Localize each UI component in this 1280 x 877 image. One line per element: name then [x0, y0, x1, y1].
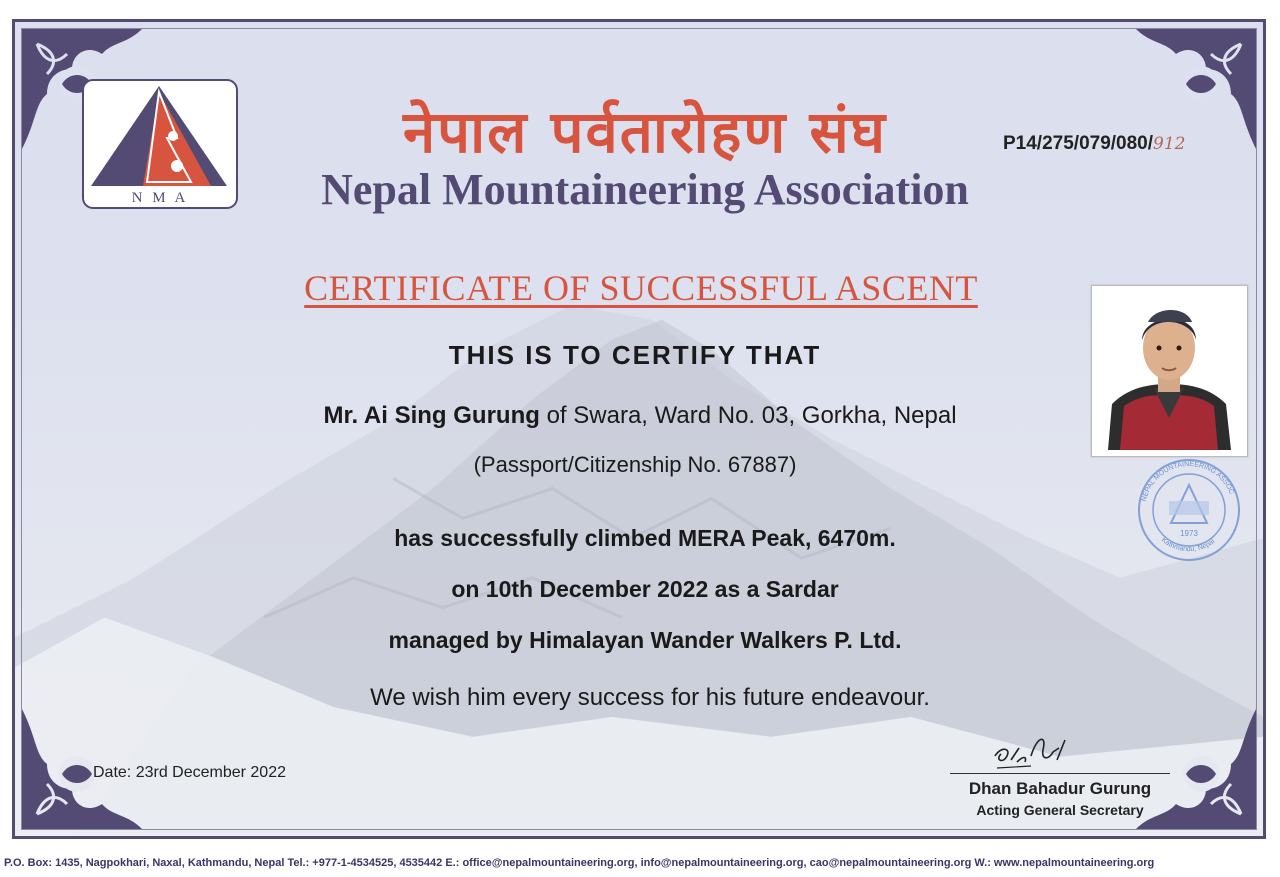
- recipient-line: [215, 402, 1065, 430]
- certify-line: THIS IS TO CERTIFY THAT: [448, 340, 822, 370]
- ascent-date-line: on 10th December 2022 as a Sardar: [451, 576, 839, 602]
- managed-by-line: managed by Himalayan Wander Walkers P. Ltd.: [388, 627, 902, 653]
- reference-prefix: P14/275/079/080/: [1003, 133, 1154, 154]
- wish-line: We wish him every success for his future endeavour.: [370, 684, 930, 711]
- climbed-line: has successfully climbed MERA Peak, 6470m.: [394, 525, 896, 551]
- stamp-year: 1973: [1180, 529, 1198, 538]
- svg-text:NEPAL MOUNTAINEERING ASSOC: [1141, 461, 1235, 502]
- official-stamp-icon: [1127, 455, 1251, 565]
- footer-contact: P.O. Box: 1435, Nagpokhari, Naxal, Kathmandu, Nepal Tel.: +977-1-4534525, 4535442 E.: office@nepalmountaineering.org, info@nepalmountaineering.org, cao@nepalmountaineering.org W.: www.nepalmountaineering.org: [4, 857, 1155, 869]
- reference-number: [1003, 133, 1185, 155]
- recipient-name: Mr. Ai Sing Gurung: [323, 402, 540, 429]
- signatory-name: Dhan Bahadur Gurung: [968, 779, 1152, 798]
- nma-logo-icon: [81, 78, 239, 210]
- nepali-title: नेपाल पर्वतारोहण संघ: [402, 98, 888, 166]
- certificate-heading: CERTIFICATE OF SUCCESSFUL ASCENT: [304, 268, 978, 308]
- recipient-address: of Swara, Ward No. 03, Gorkha, Nepal: [539, 402, 957, 429]
- climber-photo: [1098, 292, 1241, 450]
- issue-date: Date: 23rd December 2022: [93, 764, 286, 781]
- passport-line: (Passport/Citizenship No. 67887): [473, 452, 797, 477]
- signature-line: [950, 773, 1170, 774]
- signature-icon: [987, 726, 1077, 776]
- stamp-bottom-text: Kathmandu, Nepal: [1159, 536, 1217, 554]
- photo-frame: [1091, 285, 1248, 457]
- organization-name: Nepal Mountaineering Association: [321, 165, 969, 214]
- signatory-title: Acting General Secretary: [976, 802, 1144, 818]
- reference-handwritten: 912: [1153, 134, 1186, 154]
- logo-text: N M A: [131, 190, 189, 206]
- stamp-top-text: NEPAL MOUNTAINEERING ASSOC: [1140, 460, 1235, 503]
- certificate: [12, 19, 1266, 839]
